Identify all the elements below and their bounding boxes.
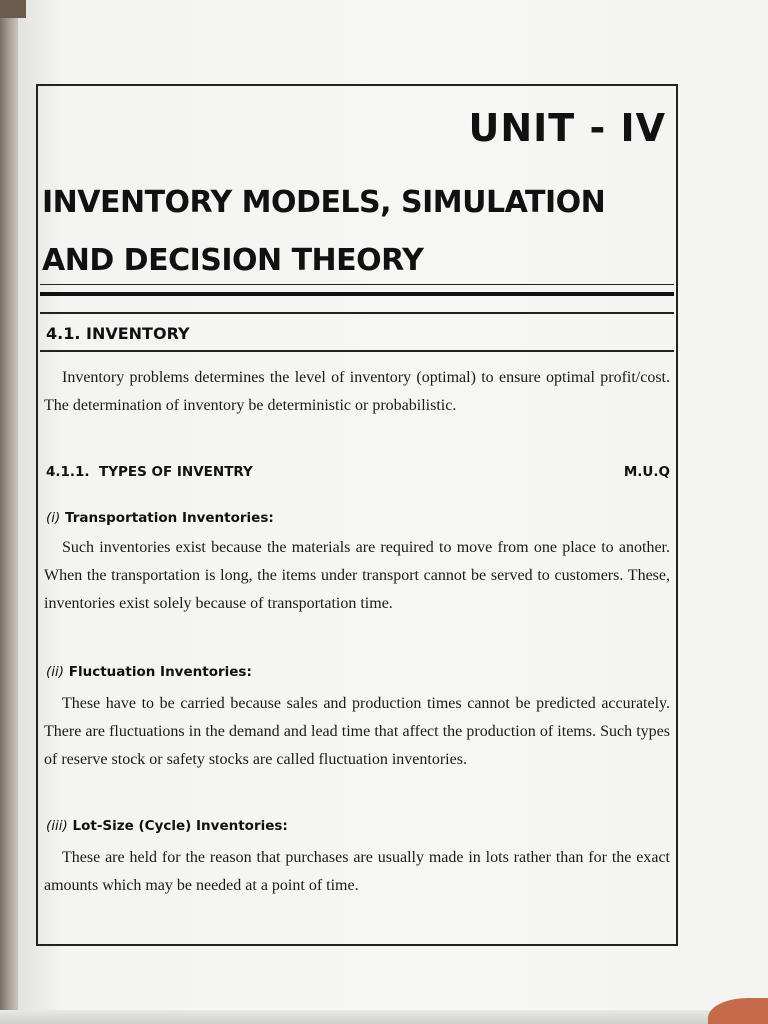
subsection-number: 4.1.1. (46, 464, 90, 480)
item-roman-numeral: (i) (46, 510, 61, 526)
item-paragraph-text: These have to be carried because sales and production times cannot be predicted accurately. There are fluctuations in the demand and lead time that affect the production of items. Such types of reserve stock or safety stocks are called fluctuation inventories. (44, 695, 670, 768)
item-paragraph-text: These are held for the reason that purchases are usually made in lots rather than for the exact amounts which may be needed at a point of time. (44, 849, 670, 894)
unit-heading: UNIT - IV (468, 106, 666, 150)
section-title: INVENTORY (86, 324, 190, 343)
section-heading (46, 324, 190, 343)
divider-thick (40, 292, 674, 296)
intro-paragraph-text: Inventory problems determines the level of inventory (optimal) to ensure optimal profit/cost. The determination of inventory be deterministic or probabilistic. (44, 369, 670, 414)
content-frame (36, 84, 678, 946)
item-heading-fluctuation (46, 664, 252, 680)
item-heading-text: Fluctuation Inventories: (68, 664, 252, 680)
item-heading-transportation (46, 510, 274, 526)
item-heading-text: Transportation Inventories: (65, 510, 274, 526)
item-roman-numeral: (iii) (46, 818, 68, 834)
intro-paragraph (44, 364, 670, 420)
item-paragraph-lot-size (44, 844, 670, 900)
divider-thin (40, 284, 674, 285)
chapter-title: INVENTORY MODELS, SIMULATION AND DECISION THEORY (42, 185, 606, 278)
section-number: 4.1. (46, 324, 81, 343)
item-paragraph-text: Such inventories exist because the materials are required to move from one place to another. When the transportation is long, the items under transport cannot be served to customers. These, inventories exist solely because of transportation time. (44, 539, 670, 612)
subsection-heading (46, 464, 670, 480)
item-roman-numeral: (ii) (46, 664, 65, 680)
item-paragraph-transportation (44, 534, 670, 618)
item-heading-lot-size (46, 818, 288, 834)
background-corner (0, 0, 26, 18)
subsection-title: TYPES OF INVENTRY (98, 464, 253, 480)
item-heading-text: Lot-Size (Cycle) Inventories: (72, 818, 288, 834)
section-heading-bar (40, 312, 674, 352)
item-paragraph-fluctuation (44, 690, 670, 774)
page-bottom-edge (0, 1010, 768, 1024)
question-type-tag: M.U.Q (623, 464, 670, 480)
